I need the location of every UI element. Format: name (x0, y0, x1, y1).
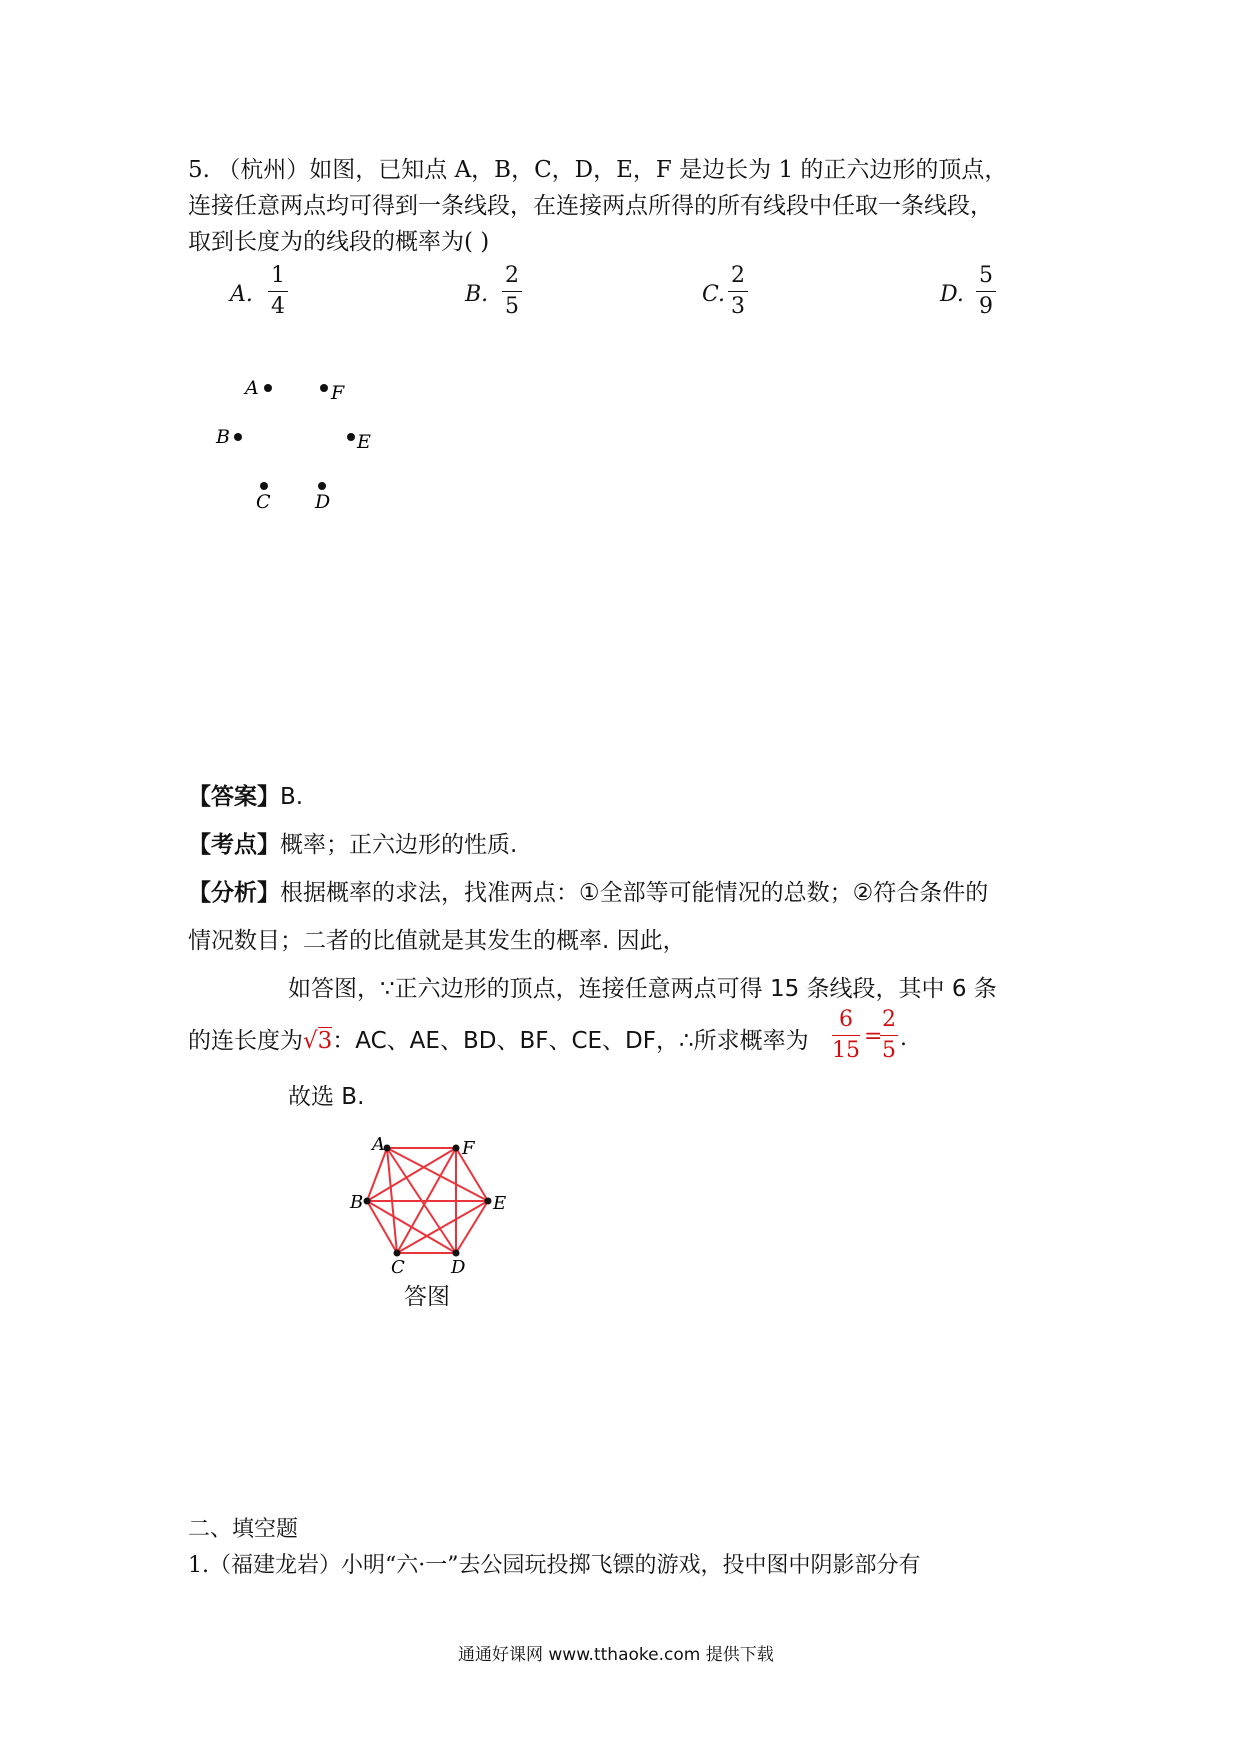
label-c: C (256, 491, 271, 513)
label-d: D (315, 491, 331, 513)
point-line (188, 826, 517, 859)
vertex-e (485, 1198, 492, 1205)
label-e: E (357, 431, 371, 453)
option-b-letter: B. (465, 282, 489, 307)
answer-line (188, 778, 303, 811)
label-a: A (245, 377, 259, 399)
point-b (234, 433, 242, 441)
option-c-fraction: 2 3 (728, 262, 748, 321)
vertex-f (453, 1145, 460, 1152)
answer-label-d: D (451, 1257, 466, 1278)
answer-label-b: B (350, 1192, 364, 1213)
answer-label-f: F (462, 1138, 475, 1159)
conclusion: 故选 B. (288, 1084, 365, 1110)
answer-label-a: A (372, 1134, 385, 1155)
label-b: B (216, 426, 230, 448)
section-question-1: 1.（福建龙岩）小明“六·一”去公园玩投掷飞镖的游戏，投中图中阴影部分有 (188, 1553, 921, 1578)
sqrt-expression: √3 (303, 1028, 333, 1054)
vertex-c (394, 1250, 401, 1257)
solution-line-2 (188, 1022, 809, 1055)
point-a (264, 384, 272, 392)
question-line-2: 连接任意两点均可得到一条线段，在连接两点所得的所有线段中任取一条线段， (188, 193, 993, 219)
solution-pre: 的连长度为 (188, 1028, 303, 1054)
answer-hexagon-figure (340, 1130, 520, 1300)
analysis-text-1: 根据概率的求法，找准两点：①全部等可能情况的总数；②符合条件的 (280, 880, 989, 906)
answer-label-e: E (493, 1193, 507, 1214)
solution-line-1: 如答图，∵正六边形的顶点，连接任意两点可得 15 条线段，其中 6 条 (288, 976, 997, 1002)
section-heading: 二、填空题 (188, 1517, 299, 1542)
option-d-fraction: 5 9 (976, 262, 996, 321)
answer-label-c: C (391, 1257, 405, 1278)
question-line-3: 取到长度为的线段的概率为( ) (188, 229, 490, 255)
hexagon-edges (367, 1148, 488, 1253)
vertex-b (364, 1198, 371, 1205)
point-e (347, 433, 355, 441)
hexagon-points-figure (200, 360, 400, 520)
equals-sign: = (864, 1024, 883, 1049)
analysis-tag: 【分析】 (188, 880, 280, 906)
question-line-1: 5. （杭州）如图，已知点 A，B，C，D，E，F 是边长为 1 的正六边形的顶点， (188, 157, 1008, 183)
answer-text: B. (280, 784, 304, 810)
period: . (900, 1026, 907, 1051)
vertex-d (453, 1250, 460, 1257)
option-c-letter: C. (702, 282, 726, 307)
point-text: 概率；正六边形的性质. (280, 832, 518, 858)
point-c (260, 482, 268, 490)
figure-caption: 答图 (404, 1284, 450, 1310)
page-footer: 通通好课网 www.tthaoke.com 提供下载 (458, 1645, 774, 1665)
point-tag: 【考点】 (188, 832, 280, 858)
option-b-fraction: 2 5 (502, 262, 522, 321)
probability-fraction-2: 2 5 (882, 1007, 896, 1063)
probability-fraction-1: 6 15 (832, 1007, 860, 1063)
analysis-line-2: 情况数目；二者的比值就是其发生的概率. 因此， (188, 928, 686, 954)
solution-mid: ：AC、AE、BD、BF、CE、DF，∴所求概率为 (332, 1028, 809, 1054)
answer-tag: 【答案】 (188, 784, 280, 810)
analysis-line-1 (188, 874, 988, 907)
option-a-letter: A. (230, 282, 253, 307)
label-f: F (331, 382, 345, 404)
point-f (320, 384, 328, 392)
option-a-fraction: 1 4 (268, 262, 288, 321)
point-d (318, 482, 326, 490)
option-d-letter: D. (940, 282, 964, 307)
